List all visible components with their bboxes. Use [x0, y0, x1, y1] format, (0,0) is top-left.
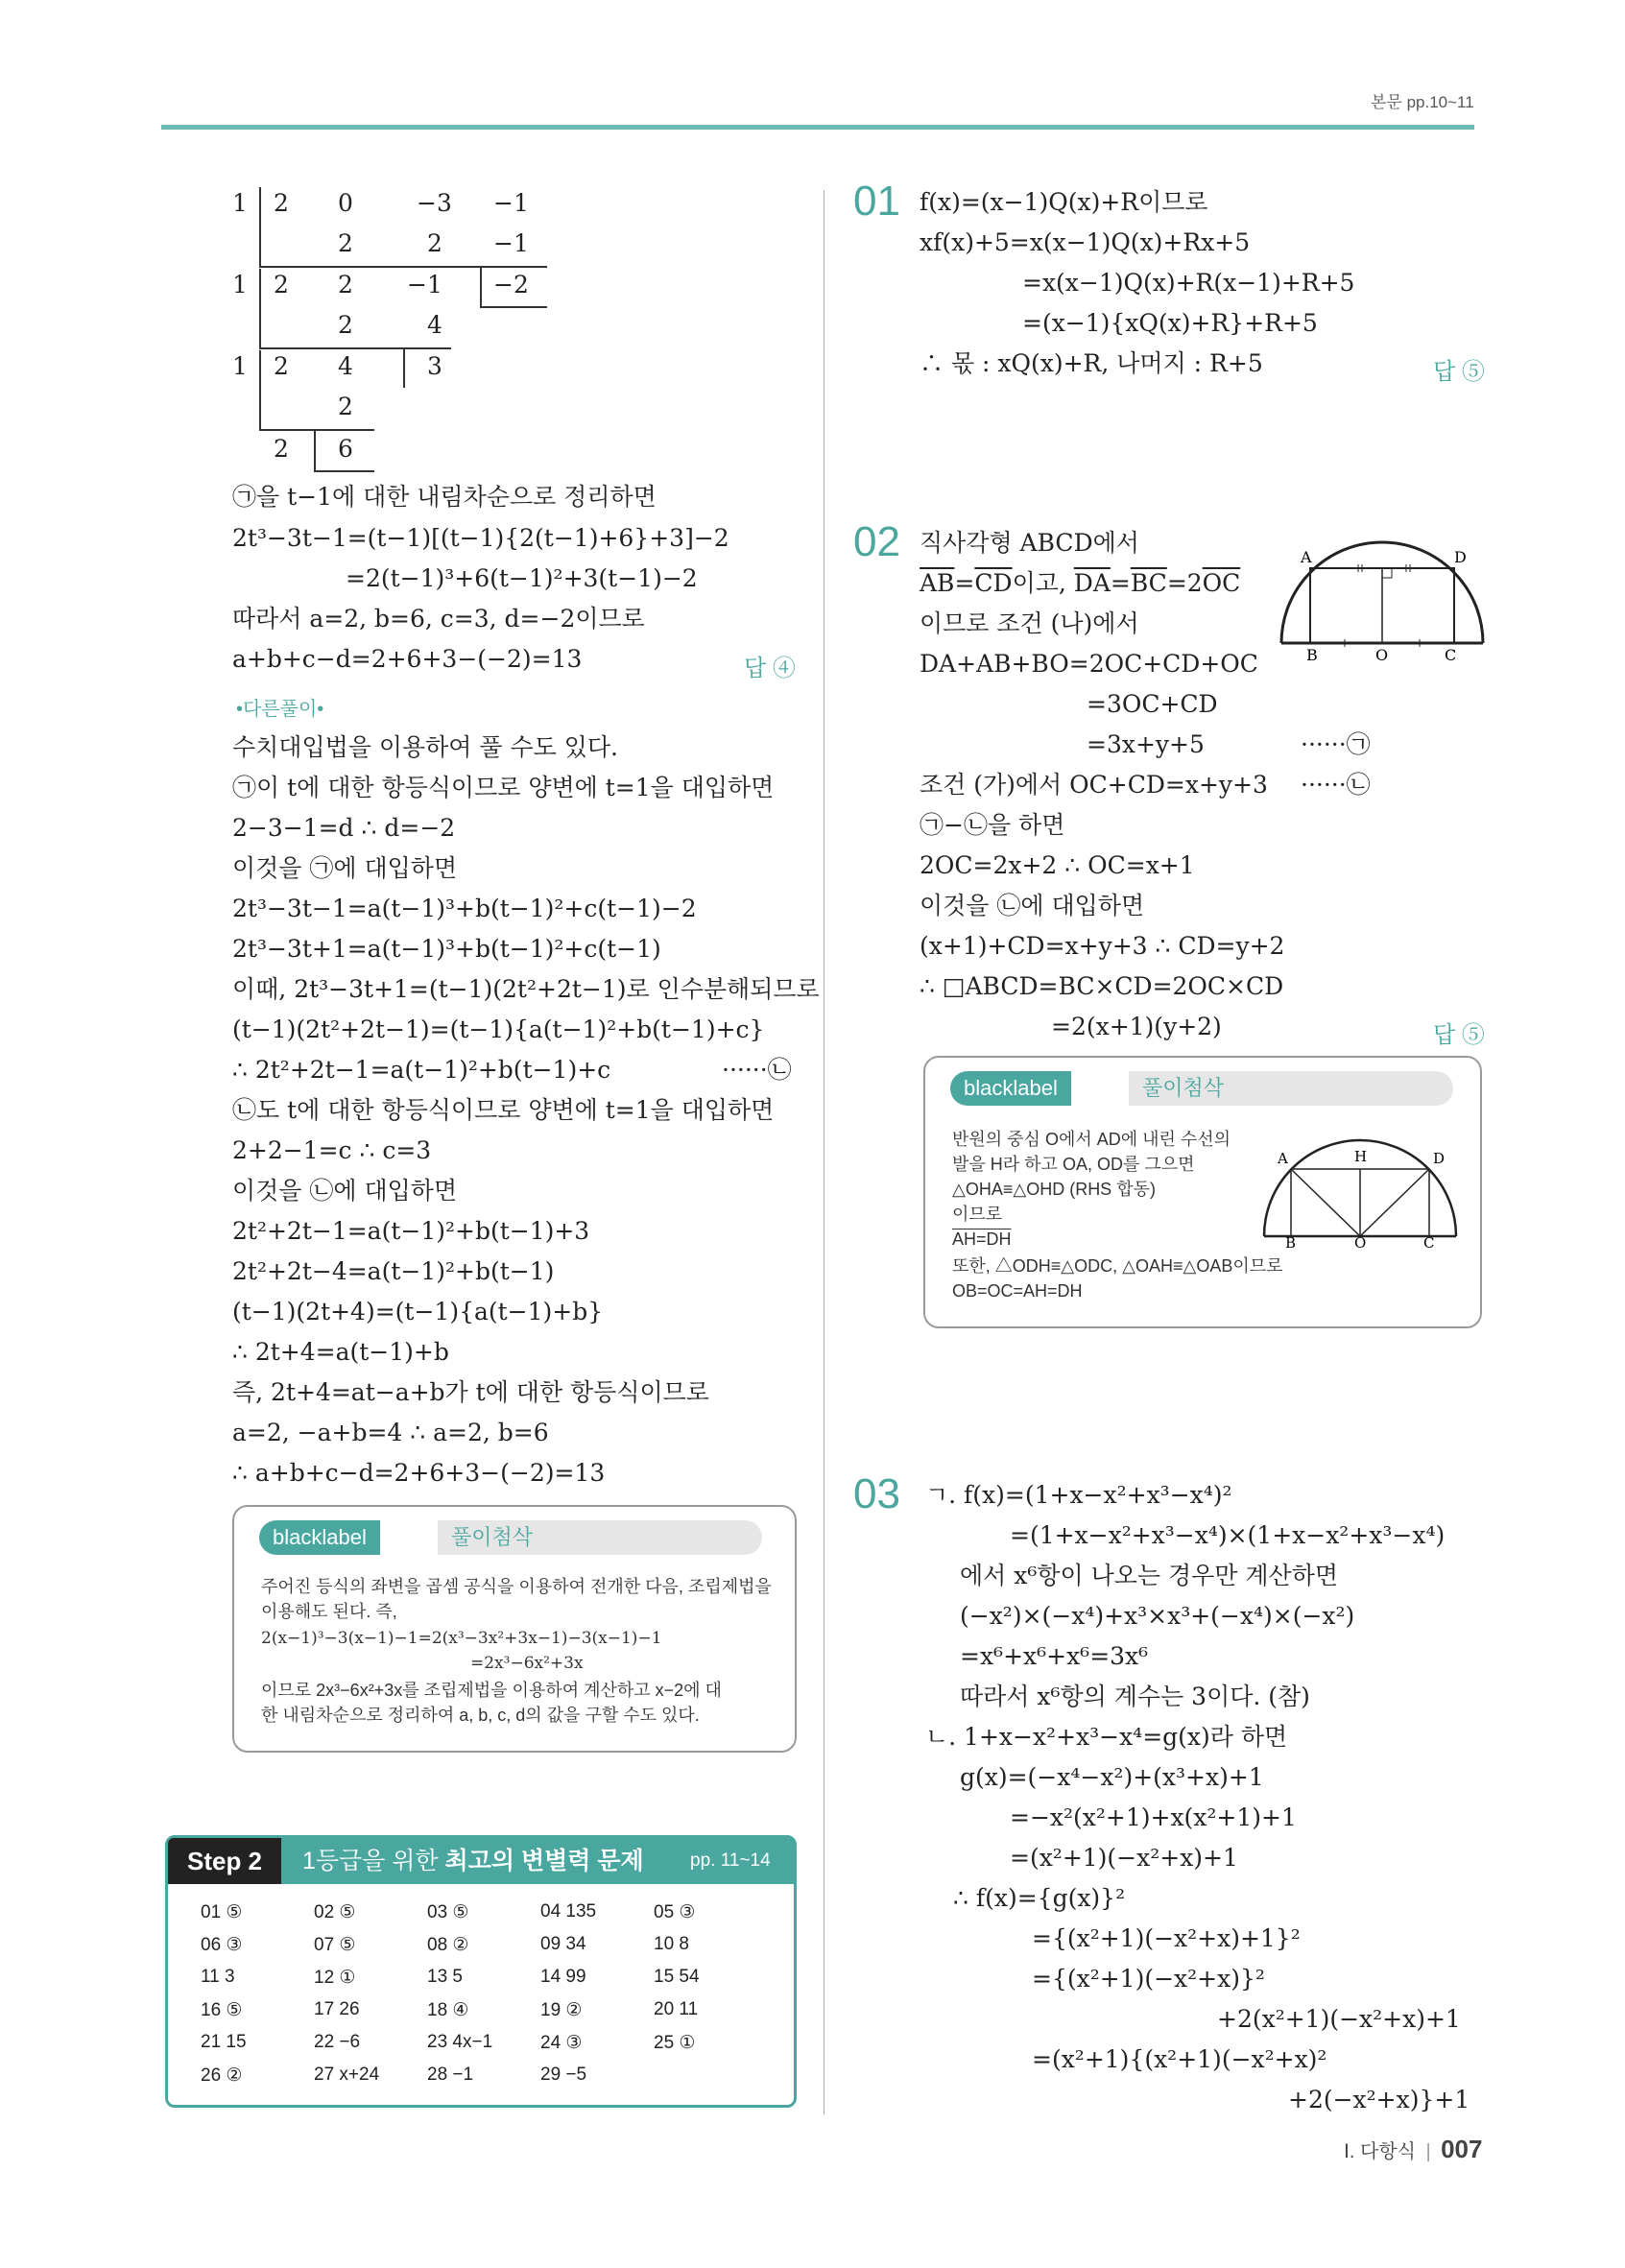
answer-cell: 06 ③	[201, 1934, 243, 1955]
answer-cell: 03 ⑤	[427, 1901, 469, 1922]
blacklabel-subtitle: 풀이첨삭	[1129, 1071, 1453, 1106]
answer-cell: 12 ①	[314, 1967, 356, 1988]
step-label: Step 2	[168, 1838, 281, 1884]
answer-cell: 16 ⑤	[201, 1999, 243, 2020]
blacklabel-box-1: blacklabel 특강 풀이첨삭 주어진 등식의 좌변을 곱셈 공식을 이용하여 전개한 다음, 조립제법을 이용해도 된다. 즉, 2(x−1)³−3(x−1)−1=2(x³−3x²+3x−1)−3(x−1)−1 =2x³−6x²+3x 이므로 2x³−6x²+3x를 조립제법을 이용하여 계산하고 x−2에 대 한 내림차순으로 정리하여 a, b, c, d의 값을 구할 수도 있다.	[232, 1505, 797, 1753]
answer-cell: 28 −1	[427, 2065, 474, 2085]
answer-row	[201, 1896, 767, 1928]
step-title-a: 1등급을 위한	[302, 1848, 445, 1874]
label-B: B	[1306, 646, 1318, 664]
answer-cell: 29 −5	[540, 2065, 587, 2085]
answer-cell: 04 135	[540, 1901, 597, 1922]
answer-cell: 21 15	[201, 2032, 247, 2052]
label-C: C	[1423, 1234, 1435, 1252]
footer-chapter: Ⅰ. 다항식	[1344, 2141, 1416, 2162]
header-rule	[161, 125, 1474, 130]
label-B: B	[1285, 1234, 1297, 1252]
text-line: =2(t−1)³+6(t−1)²+3(t−1)−2	[346, 564, 698, 592]
answer-cell: 10 8	[654, 1934, 689, 1954]
label-D: D	[1433, 1150, 1446, 1167]
answer-cell	[654, 2059, 767, 2091]
answer-cell: 11 3	[201, 1967, 235, 1987]
page-reference: 본문 pp.10~11	[1371, 93, 1474, 111]
answer-table	[201, 1896, 767, 2091]
label-O: O	[1354, 1234, 1367, 1252]
answer-row	[201, 2026, 767, 2059]
page-number: 007	[1441, 2135, 1483, 2163]
answer-cell: 05 ③	[654, 1901, 696, 1922]
answer-label: 답 ⑤	[1433, 1022, 1485, 1048]
answer-row	[201, 1928, 767, 1961]
answer-cell: 27 x+24	[314, 2065, 380, 2085]
footer: Ⅰ. 다항식 | 007	[1344, 2135, 1483, 2163]
answer-label: 답 ④	[744, 656, 796, 681]
label-A: A	[1301, 548, 1312, 566]
answer-label: 답 ⑤	[1433, 359, 1485, 385]
text-line: ㉠을 t−1에 대한 내림차순으로 정리하면	[232, 483, 657, 511]
answer-cell: 24 ③	[540, 2032, 583, 2053]
label-C: C	[1445, 646, 1457, 664]
semicircle-rectangle-figure	[1272, 530, 1493, 664]
text-line: 2t³−3t−1=(t−1)[(t−1){2(t−1)+6}+3]−2	[232, 524, 729, 552]
answer-cell: 01 ⑤	[201, 1901, 243, 1922]
answer-cell: 17 26	[314, 1999, 360, 2019]
answer-row	[201, 1961, 767, 1993]
answer-row	[201, 2059, 767, 2091]
blacklabel-box-2: blacklabel 특강 풀이첨삭 반원의 중심 O에서 AD에 내린 수선의 발을 H라 하고 OA, OD를 그으면 △OHA≡△OHD (RHS 합동) 이므로 AH=DH 또한, △ODH≡△ODC, △OAH≡△OAB이므로 OB=OC=AH=DH A H D B O C	[923, 1056, 1482, 1328]
label-A: A	[1278, 1150, 1288, 1167]
text-line: 따라서 a=2, b=6, c=3, d=−2이므로	[232, 605, 645, 633]
question-number-01: 01	[853, 178, 900, 225]
answer-cell: 15 54	[654, 1967, 700, 1987]
answer-cell: 14 99	[540, 1967, 586, 1987]
answer-cell: 13 5	[427, 1967, 463, 1987]
question-number-03: 03	[853, 1470, 900, 1517]
answer-cell: 02 ⑤	[314, 1901, 356, 1922]
label-D: D	[1454, 548, 1467, 566]
answer-cell: 26 ②	[201, 2065, 243, 2086]
answer-cell: 19 ②	[540, 1999, 583, 2020]
label-O: O	[1375, 646, 1389, 664]
step2-box	[165, 1835, 797, 2108]
answer-cell: 07 ⑤	[314, 1934, 356, 1955]
answer-cell: 20 11	[654, 1999, 699, 2019]
answer-row	[201, 1993, 767, 2026]
answer-cell: 22 −6	[314, 2032, 361, 2052]
answer-cell: 18 ④	[427, 1999, 469, 2020]
blacklabel-subtitle: 풀이첨삭	[438, 1520, 762, 1555]
answer-cell: 09 34	[540, 1934, 586, 1954]
label-H: H	[1354, 1148, 1368, 1165]
answer-cell: 08 ②	[427, 1934, 469, 1955]
answer-cell: 25 ①	[654, 2032, 696, 2053]
question-number-02: 02	[853, 518, 900, 565]
answer-cell: 23 4x−1	[427, 2032, 493, 2052]
blacklabel-tag: blacklabel 특강	[950, 1071, 1071, 1106]
semicircle-detail-figure	[1256, 1134, 1468, 1252]
step-pages: pp. 11~14	[690, 1850, 771, 1871]
step-title-b: 최고의 변별력 문제	[444, 1848, 644, 1874]
blacklabel-tag: blacklabel 특강	[259, 1520, 380, 1555]
text-line: a+b+c−d=2+6+3−(−2)=13	[232, 645, 583, 673]
alt-solution-label: •다른풀이•	[236, 699, 324, 720]
